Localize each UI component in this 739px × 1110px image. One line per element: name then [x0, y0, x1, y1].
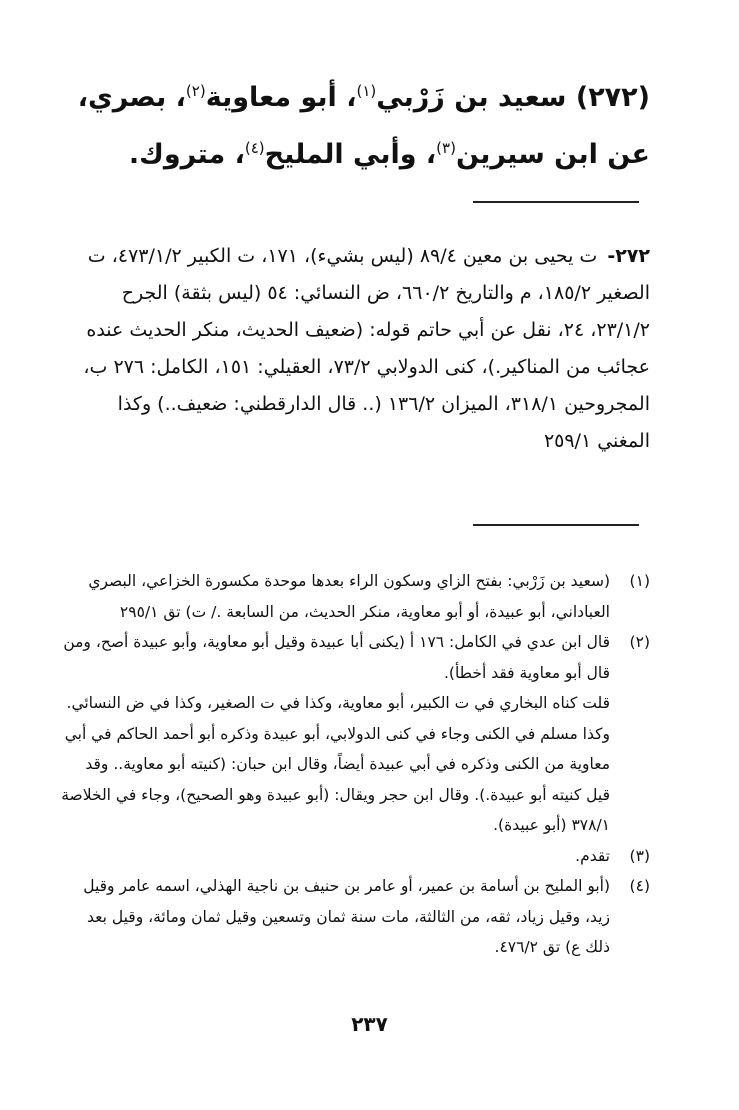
- footnote-text: [60, 871, 610, 963]
- sources-apparatus: [60, 238, 650, 460]
- entry-text-b: ، أبو معاوية: [205, 82, 357, 113]
- footnote-ref-1[interactable]: (١): [356, 82, 377, 100]
- entry-text-a: (٢٧٢) سعيد بن زَرْبي: [376, 82, 650, 113]
- footnote-paragraph: قلت كناه البخاري في ت الكبير، أبو معاوية، وكذا في ت الصغير، وكذا في ض النسائي. وكذا مسلم في الكنى وجاء في كنى الدولابي، أبو عبيدة وذكره أبو أحمد الحاكم في أبي معاوية من الكنى وذكره في أبي عبيدة أيضاً، وقال ابن حبان: (كنيته أبو معاوية.. وقد قيل كنيته أبو عبيدة.). وقال ابن حجر ويقال: (أبو عبيدة وهو الصحيح)، وجاء في الخلاصة ٣٧٨/١ (أبو عبيدة).: [61, 694, 610, 834]
- footnote-text: [60, 841, 610, 872]
- footnote-paragraph: قال ابن عدي في الكامل: ١٧٦ أ (يكنى أبا عبيدة وقيل أبو معاوية، وأبو عبيدة أصح، ومن قال أبو معاوية فقد أخطأ).: [63, 633, 610, 682]
- footnote-paragraph: (سعيد بن زَرْبي: بفتح الزاي وسكون الراء بعدها موحدة مكسورة الخزاعي، البصري العباداني، أبو عبيدة، أو أبو معاوية، منكر الحديث، من السابعة ./ ت) تق ٢٩٥/١: [88, 572, 610, 621]
- footnote-ref-4[interactable]: (٤): [244, 139, 265, 157]
- footnote: [60, 627, 650, 841]
- entry-text-c: ، بصري، عن ابن سيرين: [77, 82, 650, 170]
- footnote-ref-2[interactable]: (٢): [185, 82, 206, 100]
- footnotes-section: [60, 566, 650, 963]
- divider-rule: [473, 201, 639, 203]
- footnote-text: [60, 566, 610, 627]
- page-number: ٢٣٧: [351, 1012, 388, 1036]
- footnote-ref-3[interactable]: (٣): [436, 139, 456, 157]
- footnote: [60, 841, 650, 872]
- footnote-text: [60, 627, 610, 841]
- footnote: [60, 871, 650, 963]
- entry-text-d: ، وأبي المليح: [264, 139, 437, 170]
- entry-text-e: ، متروك.: [128, 139, 245, 170]
- footnote-number: (٤): [629, 877, 650, 895]
- footnote-paragraph: (أبو المليح بن أسامة بن عمير، أو عامر بن حنيف بن ناجية الهذلي، اسمه عامر وقيل زيد، وقيل زياد، ثقه، من الثالثة، مات سنة ثمان وتسعين وقيل ثمان ومائة، وقيل بعد ذلك ع) تق ٤٧٦/٢.: [83, 877, 610, 956]
- footnote-paragraph: تقدم.: [575, 846, 610, 865]
- footnote-number: (٢): [629, 633, 650, 651]
- narrator-entry: [60, 66, 650, 180]
- apparatus-text: ت يحيى بن معين ٨٩/٤ (ليس بشيء)، ١٧١، ت الكبير ٤٧٣/١/٢، ت الصغير ١٨٥/٢، م والتاريخ ٦٦٠/٢، ض النسائي: ٥٤ (ليس بثقة) الجرح ٢٣/١/٢، ٢٤، نقل عن أبي حاتم قوله: (ضعيف الحديث، منكر الحديث عنده عجائب من المناكير.)، كنى الدولابي ٧٣/٢، العقيلي: ١٥١، الكامل: ٢٧٦ ب، المجروحين ٣١٨/١، الميزان ١٣٦/٢ (.. قال الدارقطني: ضعيف..) وكذا المغني ٢٥٩/١: [83, 245, 650, 452]
- footnote-number: (١): [629, 572, 650, 590]
- footnote: [60, 566, 650, 627]
- footnote-number: (٣): [629, 846, 650, 865]
- apparatus-number: ٢٧٢-: [607, 245, 650, 267]
- divider-rule: [473, 524, 639, 526]
